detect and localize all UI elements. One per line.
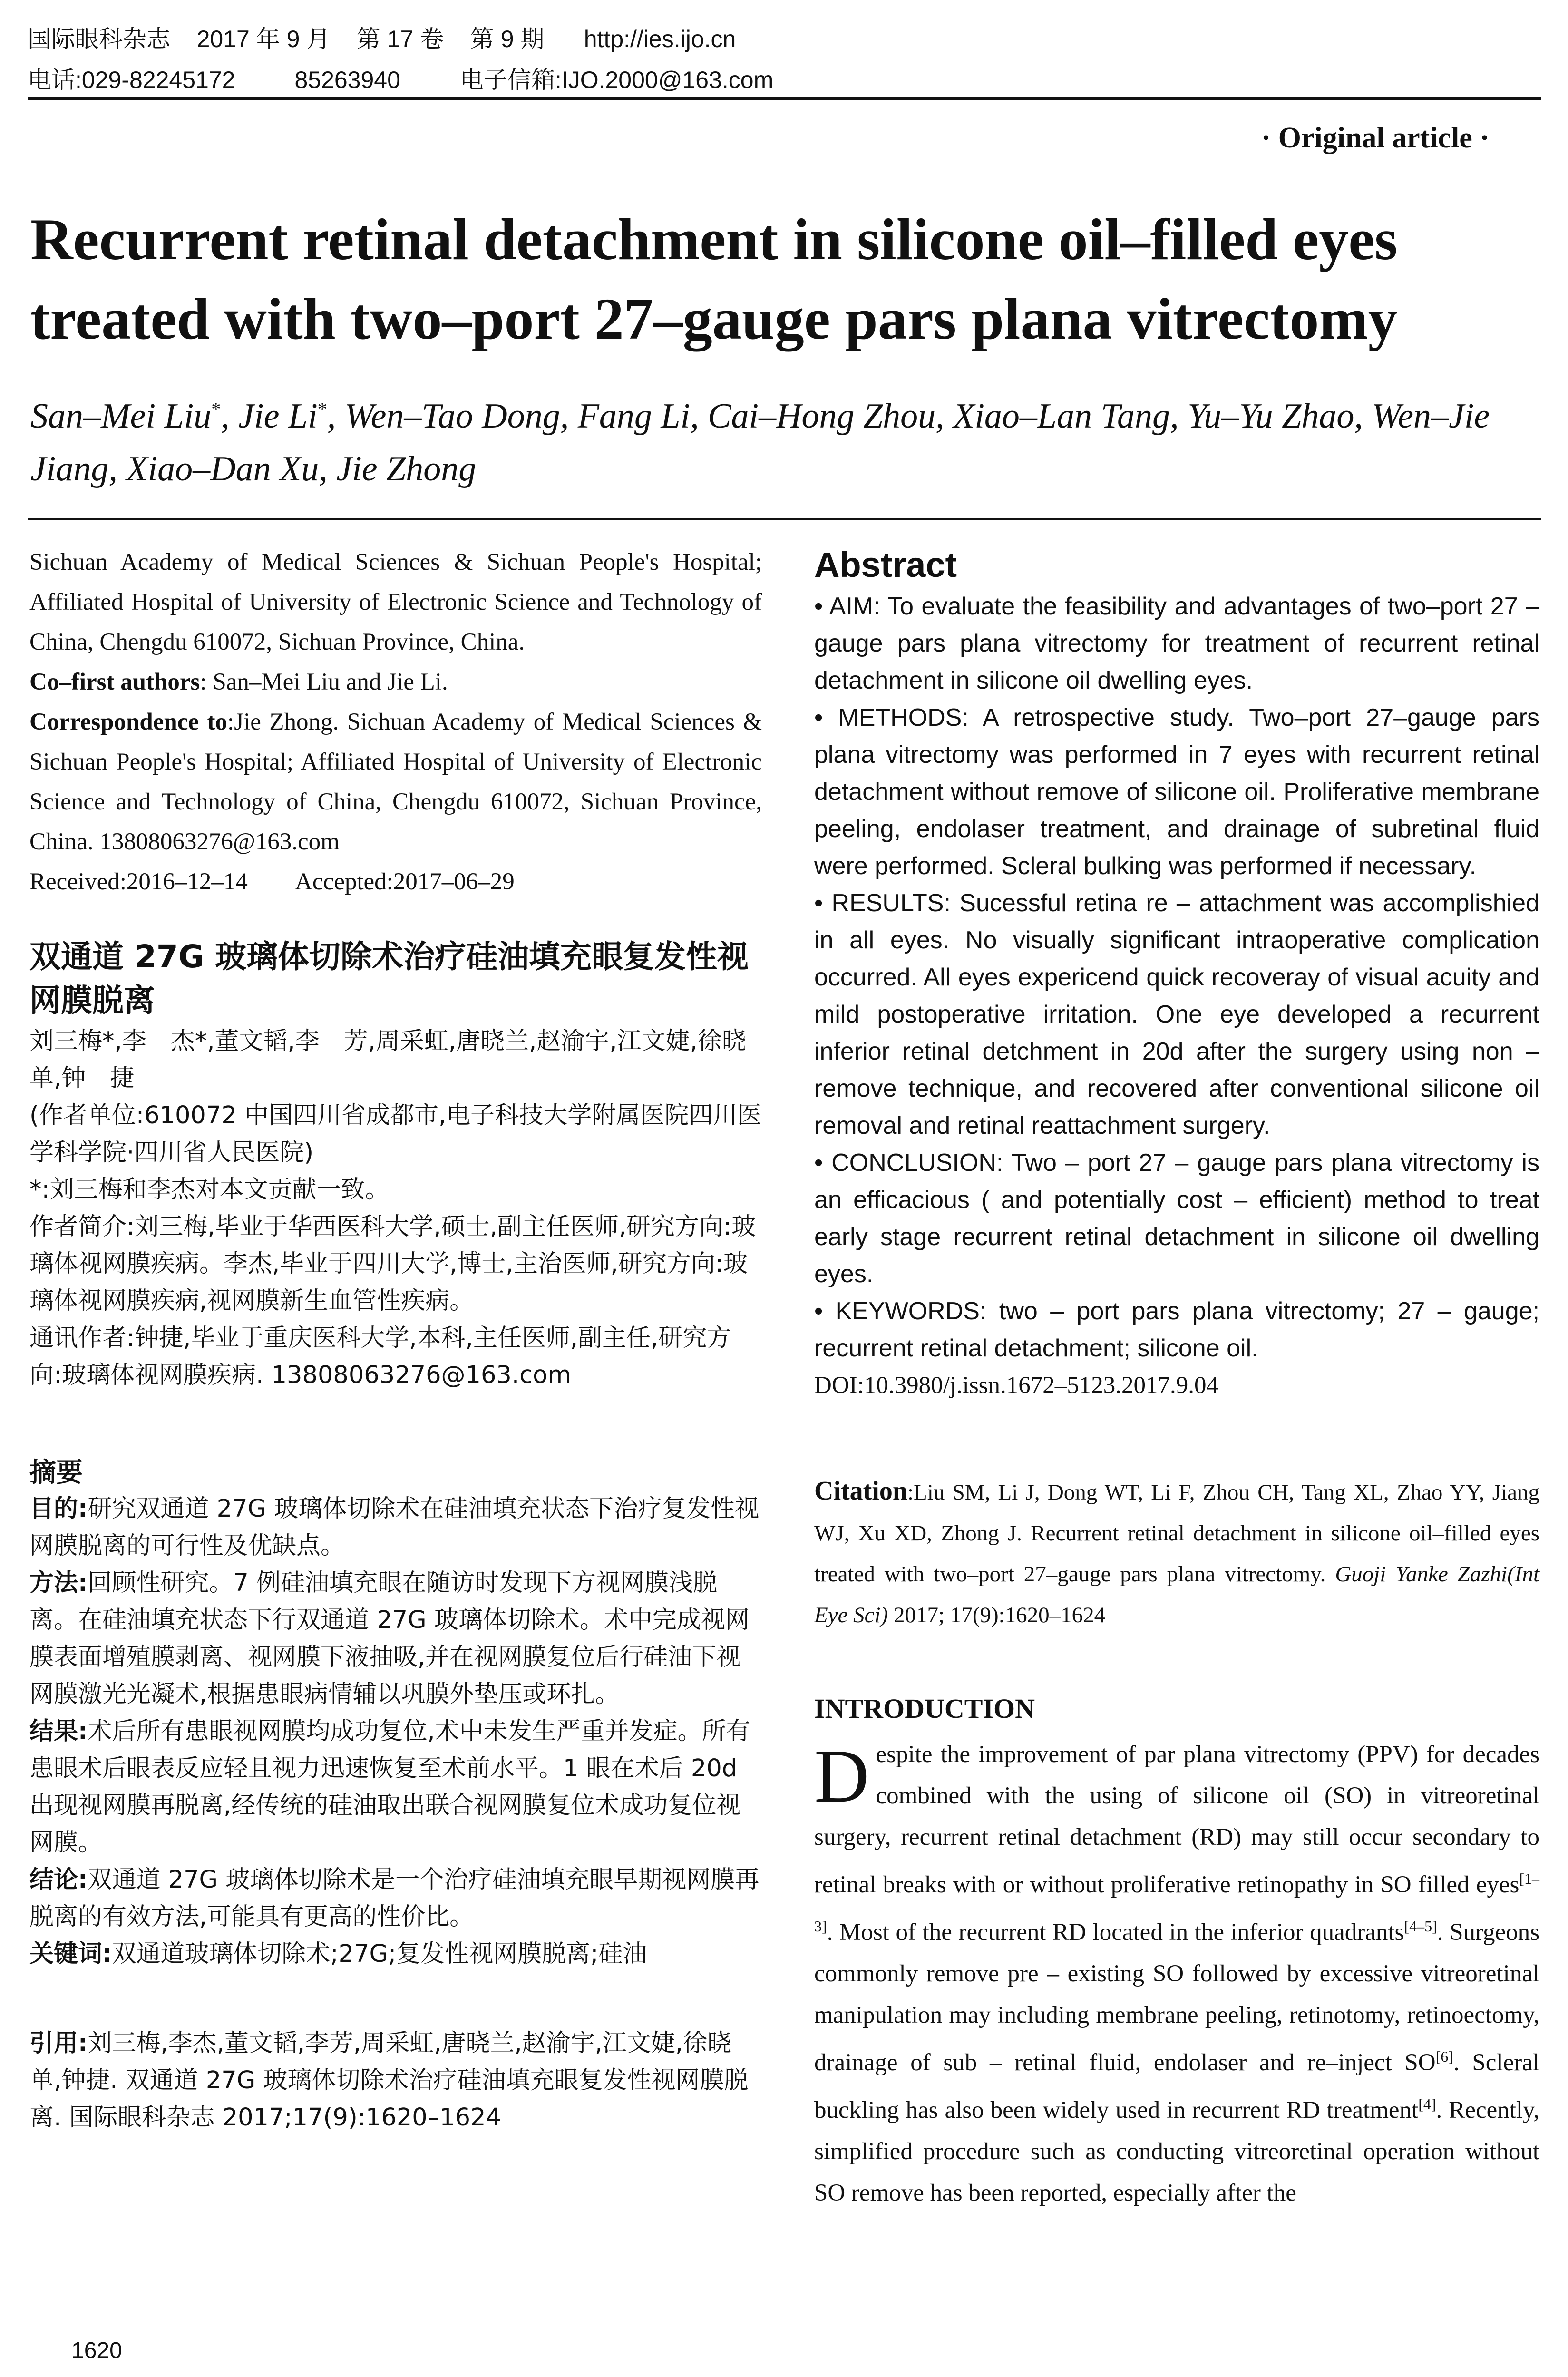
cn-results [29,1713,762,1861]
header-rule [28,97,1541,100]
cn-abstract-heading: 摘要 [29,1457,83,1488]
aim-label: • AIM: [814,593,880,621]
ref-1: [1–3] [814,1870,1539,1935]
cn-authors: 刘三梅*,李 杰*,董文韬,李 芳,周采虹,唐晓兰,赵渝宇,江文婕,徐晓单,钟 捷 [29,1027,746,1092]
affiliation: Sichuan Academy of Medical Sciences & Sichuan People's Hospital; Affiliated Hospital of University of Electronic Science and Technology of China, Chengdu 610072, Sichuan Province, China. [29,549,762,655]
ref-3: [6] [1435,2048,1453,2065]
cn-equal-contribution: *:刘三梅和李杰对本文贡献一致。 [29,1175,390,1204]
co-first-authors [29,662,762,702]
right-column [814,542,1539,2214]
authors-rest: Wen–Tao Dong, Fang Li, Cai–Hong Zhou, Xiao–Lan Tang, Yu–Yu Zhao, Wen–Jie Jiang, Xiao–Dan Xu, Jie Zhong [30,397,1490,488]
cn-aim [29,1490,762,1565]
conclusion-text: Two – port 27 – gauge pars plana vitrectomy is an efficacious ( and potentially cost – efficient) method to treat early stage recurrent retinal detachment in silicone oil dwelling eyes. [814,1149,1539,1288]
citation-journal: Guoji Yanke Zazhi(Int Eye Sci) [814,1562,1540,1628]
citation-label: Citation [814,1476,907,1506]
doi: DOI:10.3980/j.issn.1672–5123.2017.9.04 [814,1372,1219,1399]
cn-conclusion-text: 双通道 27G 玻璃体切除术是一个治疗硅油填充眼早期视网膜再脱离的有效方法,可能具有更高的性价比。 [29,1865,760,1931]
introduction-heading: INTRODUCTION [814,1693,1035,1724]
author-list: San–Mei Liu*, Jie Li*, Wen–Tao Dong, Fang Li, Cai–Hong Zhou, Xiao–Lan Tang, Yu–Yu Zhao, Wen–Jie Jiang, Xiao–Dan Xu, Jie Zhong [30,397,1490,488]
co-first-text: : San–Mei Liu and Jie Li. [200,669,448,695]
intro-text-4: . Scleral buckling has also been widely used in recurrent RD treatment [814,2049,1539,2124]
results-text: Sucessful retina re – attachment was accomplishied in all eyes. No visually significant intraoperative complication occurred. All eyes expericend quick recoveray of visual acuity and mild postoperative irritation. One eye developed a recurrent inferior retinal detchment in 20d after the surgery using non – remove technique, and recovered after conventional silicone oil removal and retinal reattachment surgery. [814,889,1539,1140]
results-label: • RESULTS: [814,889,951,917]
intro-text-3: . Surgeons commonly remove pre – existing SO followed by excessive vitreoretinal manipulation may including membrane peeling, retinotomy, retinoectomy, drainage of sub – retinal fluid, endolaser and re–inject SO [814,1919,1539,2076]
keywords-text: two – port pars plana vitrectomy; 27 – gauge; recurrent retinal detachment; silicone oil. [814,1297,1540,1363]
correspondence-text: :Jie Zhong. Sichuan Academy of Medical Sciences & Sichuan People's Hospital; Affiliated Hospital of University of Electronic Science and Technology of China, Chengdu 610072, Sichuan Province, China. 13808063276@163.com [29,709,762,855]
intro-text-1: espite the improvement of par plana vitrectomy (PPV) for decades combined with the using of silicone oil (SO) in vitreoretinal surgery, recurrent retinal detachment (RD) may still occur secondary to retinal breaks with or without proliferative retinopathy in SO filled eyes [814,1741,1539,1899]
abstract-conclusion [814,1144,1539,1293]
methods-label: • METHODS: [814,704,969,732]
article-title: Recurrent retinal detachment in silicone oil–filled eyes treated with two–port 27–gauge pars plana vitrectomy [30,207,1398,352]
intro-text-5: . Recently, simplified procedure such as conducting vitreoretinal operation without SO remove has been reported, especially after the [814,2097,1539,2207]
co-first-label: Co–first authors [29,669,200,695]
aim-text: To evaluate the feasibility and advantages of two–port 27 – gauge pars plana vitrectomy for treatment of recurrent retinal detachment in silicone oil dwelling eyes. [814,593,1539,695]
ref-2: [4–5] [1404,1918,1437,1935]
cn-conclusion-label: 结论: [29,1865,88,1894]
drop-cap: D [814,1734,869,1819]
keywords-label: • KEYWORDS: [814,1297,987,1325]
cn-title: 双通道 27G 玻璃体切除术治疗硅油填充眼复发性视网膜脱离 [29,938,749,1019]
cn-cite-text: 刘三梅,李杰,董文韬,李芳,周采虹,唐晓兰,赵渝宇,江文婕,徐晓单,钟捷. 双通道 27G 玻璃体切除术治疗硅油填充眼复发性视网膜脱离. 国际眼科杂志 2017;17(9):1620–1624 [29,2029,749,2132]
cn-cite-label: 引用: [29,2029,88,2057]
abstract-methods [814,699,1539,885]
cn-keywords-text: 双通道玻璃体切除术;27G;复发性视网膜脱离;硅油 [112,1939,647,1968]
authors-rule [28,518,1541,520]
methods-text: A retrospective study. Two–port 27–gauge pars plana vitrectomy was performed in 7 eyes with recurrent retinal detachment without remove of silicone oil. Proliferative membrane peeling, endolaser treatment, and drainage of subretinal fluid were performed. Scleral bulking was performed if necessary. [814,704,1539,880]
received-accepted: Received:2016–12–14 Accepted:2017–06–29 [29,868,515,895]
correspondence-label: Correspondence to [29,709,228,735]
cn-methods-text: 回顾性研究。7 例硅油填充眼在随访时发现下方视网膜浅脱离。在硅油填充状态下行双通道 27G 玻璃体切除术。术中完成视网膜表面增殖膜剥离、视网膜下液抽吸,并在视网膜复位后行硅油下视网膜激光光凝术,根据患眼病情辅以巩膜外垫压或环扎。 [29,1568,750,1708]
citation [814,1471,1539,1636]
cn-author-intro: 作者简介:刘三梅,毕业于华西医科大学,硕士,副主任医师,研究方向:玻璃体视网膜疾病。李杰,毕业于四川大学,博士,主治医师,研究方向:玻璃体视网膜疾病,视网膜新生血管性疾病。 [29,1212,756,1315]
cn-methods-label: 方法: [29,1568,88,1597]
cn-citation [29,2025,762,2136]
author-1: San–Mei Liu [30,397,212,436]
conclusion-label: • CONCLUSION: [814,1149,1003,1177]
cn-results-label: 结果: [29,1717,88,1745]
abstract-heading: Abstract [814,545,957,585]
author-2-star: * [317,398,327,420]
left-column [29,542,762,2136]
journal-header-line2: 电话:029-82245172 85263940 电子信箱:IJO.2000@163.com [28,67,774,93]
author-2: Jie Li [238,397,318,436]
intro-text-2: . Most of the recurrent RD located in the inferior quadrants [827,1919,1404,1946]
abstract-results [814,885,1539,1144]
citation-post: 2017; 17(9):1620–1624 [888,1603,1106,1628]
cn-conclusion [29,1861,762,1936]
cn-contact: 通讯作者:钟捷,毕业于重庆医科大学,本科,主任医师,副主任,研究方向:玻璃体视网膜疾病. 13808063276@163.com [29,1324,731,1389]
abstract-aim [814,588,1539,699]
journal-header-line1: 国际眼科杂志 2017 年 9 月 第 17 卷 第 9 期 http://ies.ijo.cn [28,26,736,52]
abstract-keywords [814,1293,1539,1367]
correspondence [29,702,762,862]
cn-results-text: 术后所有患眼视网膜均成功复位,术中未发生严重并发症。所有患眼术后眼表反应轻且视力迅速恢复至术前水平。1 眼在术后 20d 出现视网膜再脱离,经传统的硅油取出联合视网膜复位术成功复位视网膜。 [29,1717,750,1857]
cn-affiliation: (作者单位:610072 中国四川省成都市,电子科技大学附属医院四川医学科学院·四川省人民医院) [29,1101,762,1167]
cn-aim-text: 研究双通道 27G 玻璃体切除术在硅油填充状态下治疗复发性视网膜脱离的可行性及优缺点。 [29,1494,760,1560]
author-1-star: * [211,398,221,420]
page-number: 1620 [71,2338,122,2363]
cn-methods [29,1565,762,1713]
ref-4: [4] [1418,2095,1436,2113]
cn-aim-label: 目的: [29,1494,88,1523]
citation-pre: :Liu SM, Li J, Dong WT, Li F, Zhou CH, Tang XL, Zhao YY, Jiang WJ, Xu XD, Zhong J. Recurrent retinal detachment in silicone oil–filled eyes treated with two–port 27–gauge pars plana vitrectomy. [814,1480,1539,1587]
cn-keywords [29,1936,762,1973]
cn-keywords-label: 关键词: [29,1939,112,1968]
introduction-body [814,1734,1539,2214]
article-type-label: · Original article · [1261,122,1490,154]
